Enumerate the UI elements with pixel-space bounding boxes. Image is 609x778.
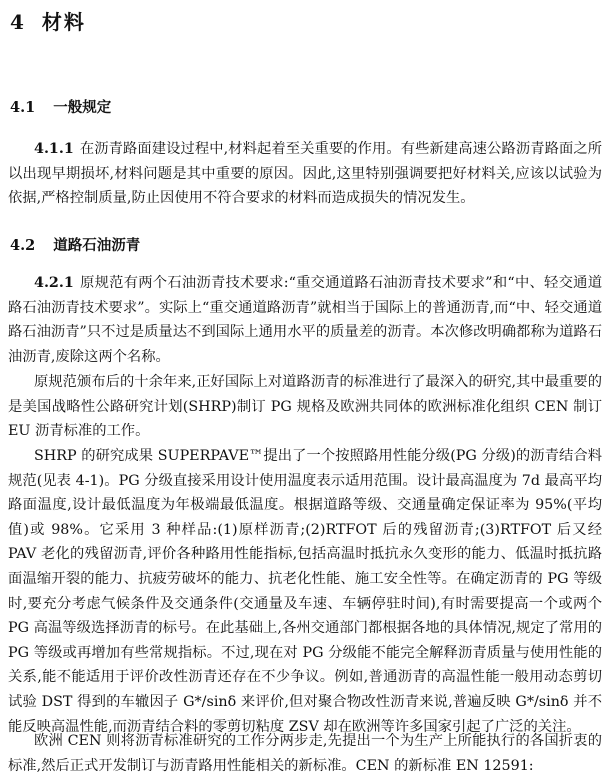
paragraph-text: SHRP 的研究成果 SUPERPAVE™提出了一个按照路用性能分级(PG 分级)的沥青结合料规范(见表 4-1)。PG 分级直接采用设计使用温度表示适用范围。设计最高温度为 7d 最高平均路面温度,设计最低温度为年极端最低温度。根据道路等级、交通量确定保证率为 95%(平均值)或 98%。它采用 3 种样品:(1)原样沥青;(2)RTFOT 后的残留沥青;(3)RTFOT 后又经 PAV 老化的残留沥青,评价各种路用性能指标,包括高温时抵抗永久变形的能力、低温时抵抗路面温缩开裂的能力、抗疲劳破坏的能力、抗老化性能、施工安全性等。在确定沥青的 PG 等级时,要充分考虑气候条件及交通条件(交通量及车速、车辆停驻时间),有时需要提高一个或两个 PG 高温等级选择沥青的标号。在此基础上,各州交通部门都根据各地的具体情况,规定了常用的 PG 等级或再增加有些常规指标。不过,现在对 PG 分级能不能完全解释沥青质量与使用性能的关系,能不能适用于评价改性沥青还存在不少争议。例如,普通沥青的高温性能一般用动态剪切试验 DST 得到的车辙因子 G*/sinδ 来评价,但对聚合物改性沥青来说,普遍反映 G*/sinδ 并不能反映高温性能,而沥青结合料的零剪切粘度 ZSV 却在欧洲等许多国家引起了广泛的关注。	[8, 448, 602, 735]
paragraph-4-2-1	[8, 271, 602, 369]
section-heading-4-2	[10, 234, 140, 255]
paragraph-text: 原规范颁布后的十余年来,正好国际上对道路沥青的标准进行了最深入的研究,其中最重要的是美国战略性公路研究计划(SHRP)制订 PG 规格及欧洲共同体的欧洲标准化组织 CEN 制订 EU 沥青标准的工作。	[8, 374, 602, 440]
section-title-text: 一般规定	[53, 99, 112, 116]
chapter-title-text: 材料	[41, 10, 86, 34]
clause-number: 4.1.1	[34, 141, 74, 157]
section-heading-4-1	[10, 96, 111, 117]
section-title-text: 道路石油沥青	[53, 237, 141, 254]
paragraph-history	[8, 370, 602, 444]
chapter-number: 4	[10, 10, 26, 34]
section-number: 4.1	[10, 99, 36, 116]
paragraph-text: 在沥青路面建设过程中,材料起着至关重要的作用。有些新建高速公路沥青路面之所以出现早期损坏,材料问题是其中重要的原因。因此,这里特别强调要把好材料关,应该以试验为依据,严格控制质量,防止因使用不符合要求的材料而造成损失的情况发生。	[8, 141, 602, 207]
chapter-heading	[10, 6, 86, 35]
paragraph-cen	[8, 729, 602, 778]
paragraph-text: 欧洲 CEN 则将沥青标准研究的工作分两步走,先提出一个为生产上所能执行的各国折衷的标准,然后正式开发制订与沥青路用性能相关的新标准。CEN 的新标准 EN 12591:	[8, 733, 602, 774]
paragraph-shrp	[8, 444, 602, 739]
clause-number: 4.2.1	[34, 275, 74, 291]
paragraph-text: 原规范有两个石油沥青技术要求:“重交通道路石油沥青技术要求”和“中、轻交通道路石油沥青技术要求”。实际上“重交通道路沥青”就相当于国际上的普通沥青,而“中、轻交通道路石油沥青”只不过是质量达不到国际上通用水平的质量差的沥青。本次修改明确都称为道路石油沥青,废除这两个名称。	[8, 275, 602, 365]
section-number: 4.2	[10, 237, 36, 254]
paragraph-4-1-1	[8, 137, 602, 211]
